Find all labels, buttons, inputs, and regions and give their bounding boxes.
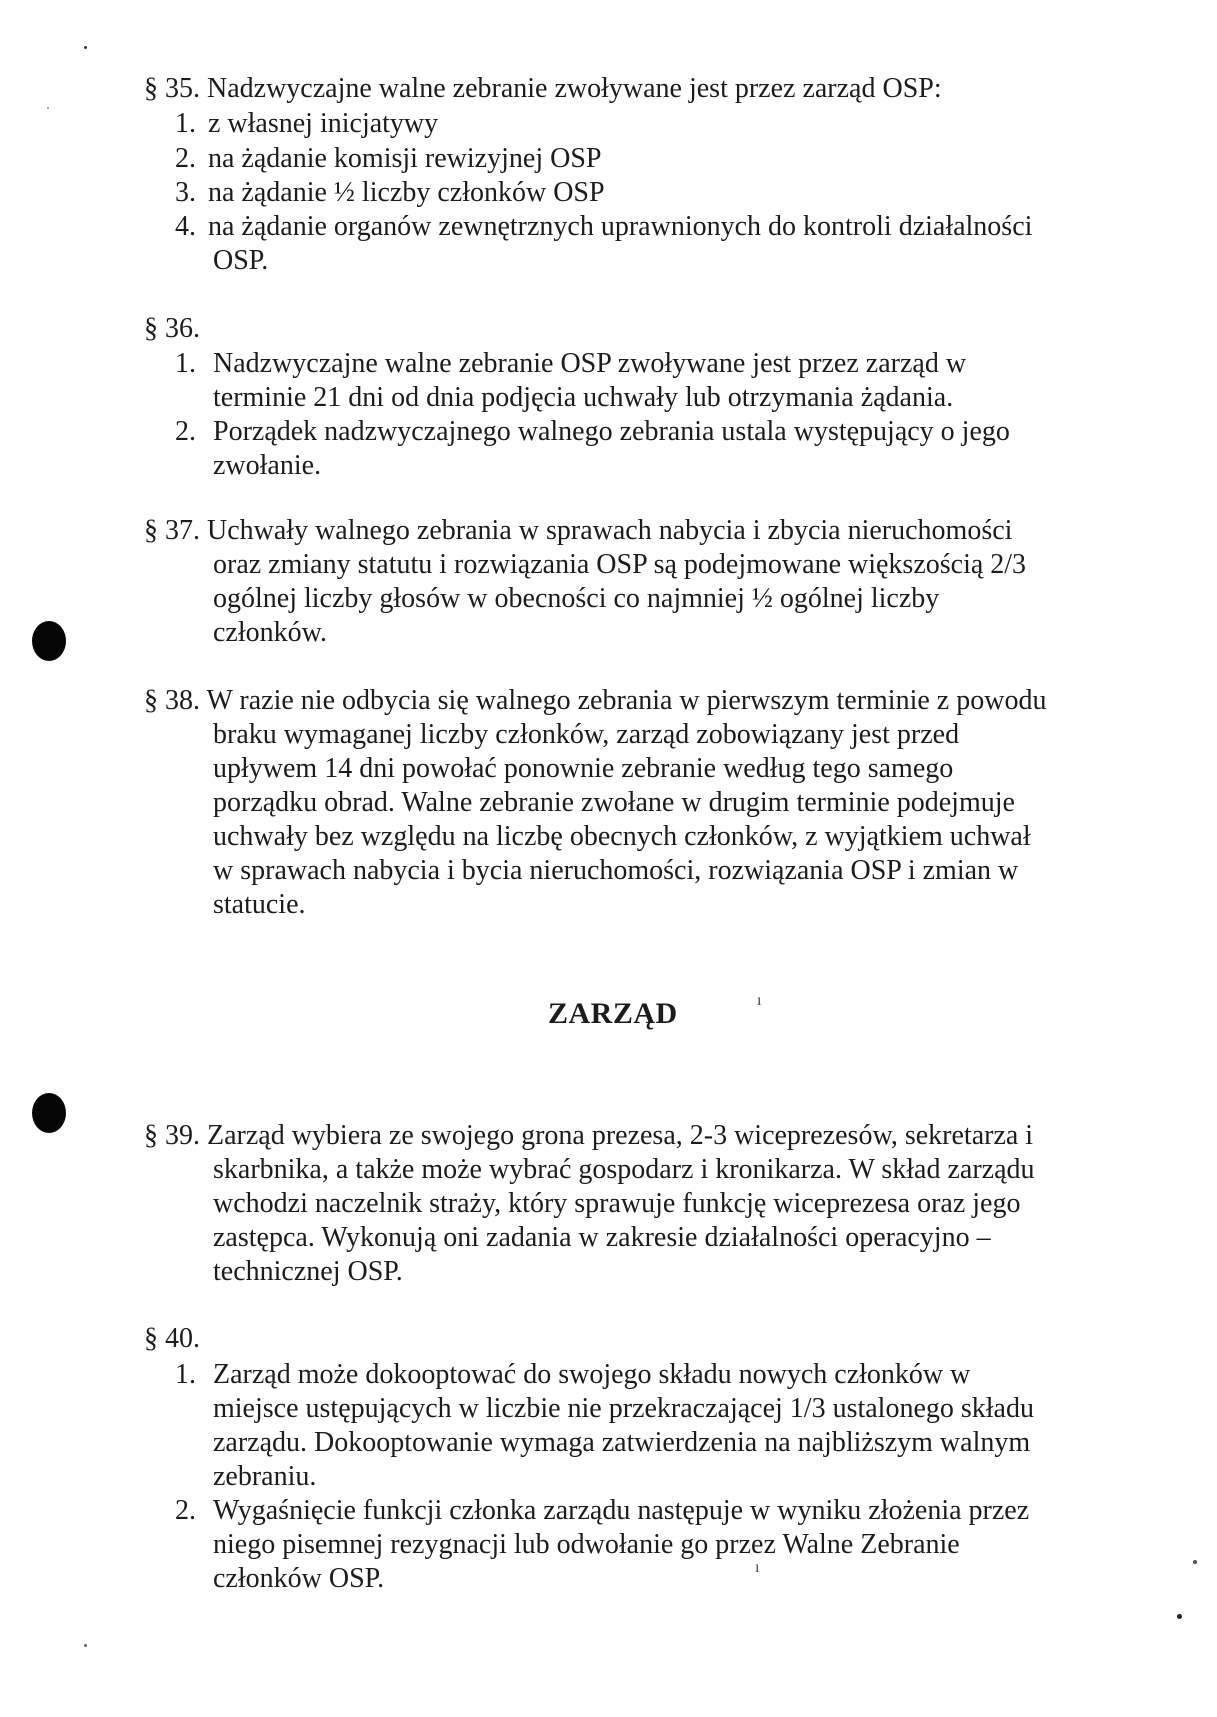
paragraph-38-line: porządku obrad. Walne zebranie zwołane w drugim terminie podejmuje <box>213 787 1015 818</box>
paragraph-35-heading: § 35. Nadzwyczajne walne zebranie zwoływane jest przez zarząd OSP: <box>144 73 942 104</box>
list-item-text: z własnej inicjatywy <box>208 108 439 139</box>
list-number: 2. <box>175 143 196 174</box>
section-title: ZARZĄD <box>548 997 678 1030</box>
list-item-continuation: OSP. <box>213 245 269 276</box>
paragraph-39-line: wchodzi naczelnik straży, który sprawuje funkcję wiceprezesa oraz jego <box>213 1188 1021 1219</box>
list-item-text: Porządek nadzwyczajnego walnego zebrania ustala występujący o jego <box>213 416 1010 447</box>
paragraph-39-line: skarbnika, a także może wybrać gospodarz i kronikarza. W skład zarządu <box>213 1154 1035 1185</box>
paragraph-37-line: członków. <box>213 617 328 648</box>
punch-hole-mark <box>32 1093 66 1133</box>
paragraph-38-line: uchwały bez względu na liczbę obecnych członków, z wyjątkiem uchwał <box>213 821 1031 852</box>
list-item-text: Nadzwyczajne walne zebranie OSP zwoływane jest przez zarząd w <box>213 348 967 379</box>
list-item-text: miejsce ustępujących w liczbie nie przekraczającej 1/3 ustalonego składu <box>213 1393 1034 1424</box>
list-number: 2. <box>175 416 196 447</box>
paragraph-40-heading: § 40. <box>144 1323 200 1354</box>
paragraph-39-line: technicznej OSP. <box>213 1256 403 1287</box>
paragraph-37-line: § 37. Uchwały walnego zebrania w sprawach nabycia i zbycia nieruchomości <box>144 515 1013 546</box>
list-number: 3. <box>175 177 196 208</box>
paragraph-38-line: upływem 14 dni powołać ponownie zebranie według tego samego <box>213 753 954 784</box>
list-item-text: zebraniu. <box>213 1461 317 1492</box>
list-item-text: Wygaśnięcie funkcji członka zarządu następuje w wyniku złożenia przez <box>213 1495 1030 1526</box>
paragraph-37-line: ogólnej liczby głosów w obecności co najmniej ½ ogólnej liczby <box>213 583 940 614</box>
paragraph-38-line: braku wymaganej liczby członków, zarząd zobowiązany jest przed <box>213 719 960 750</box>
list-item-text: terminie 21 dni od dnia podjęcia uchwały lub otrzymania żądania. <box>213 382 954 413</box>
scan-speck <box>1177 1614 1182 1619</box>
scan-speck <box>84 46 87 49</box>
scan-speck <box>1193 1560 1197 1564</box>
list-item-text: na żądanie organów zewnętrznych uprawnionych do kontroli działalności <box>208 211 1033 242</box>
list-item-text: zwołanie. <box>213 450 322 481</box>
list-item-text: na żądanie komisji rewizyjnej OSP <box>208 143 602 174</box>
paragraph-36-heading: § 36. <box>144 313 200 344</box>
paragraph-37-line: oraz zmiany statutu i rozwiązania OSP są podejmowane większością 2/3 <box>213 549 1027 580</box>
list-item-text: zarządu. Dokooptowanie wymaga zatwierdzenia na najbliższym walnym <box>213 1427 1031 1458</box>
paragraph-38-line: statucie. <box>213 889 306 920</box>
scan-speck <box>47 107 49 109</box>
paragraph-39-line: zastępca. Wykonują oni zadania w zakresie działalności operacyjno – <box>213 1222 991 1253</box>
list-item-text: na żądanie ½ liczby członków OSP <box>208 177 605 208</box>
scan-tick-mark: ı <box>755 1559 760 1576</box>
list-item-text: niego pisemnej rezygnacji lub odwołanie go przez Walne Zebranie <box>213 1529 960 1560</box>
list-number: 4. <box>175 211 196 242</box>
paragraph-39-line: § 39. Zarząd wybiera ze swojego grona prezesa, 2-3 wiceprezesów, sekretarza i <box>144 1120 1034 1151</box>
list-item-text: Zarząd może dokooptować do swojego składu nowych członków w <box>213 1359 971 1390</box>
list-number: 1. <box>175 348 196 379</box>
list-number: 1. <box>175 108 196 139</box>
paragraph-38-line: w sprawach nabycia i bycia nieruchomości, rozwiązania OSP i zmian w <box>213 855 1019 886</box>
punch-hole-mark <box>32 621 66 661</box>
paragraph-38-line: § 38. W razie nie odbycia się walnego zebrania w pierwszym terminie z powodu <box>144 685 1047 716</box>
scan-speck <box>84 1644 87 1647</box>
scan-tick-mark: ı <box>757 992 762 1009</box>
list-item-text: członków OSP. <box>213 1563 385 1594</box>
list-number: 2. <box>175 1495 196 1526</box>
list-number: 1. <box>175 1359 196 1390</box>
